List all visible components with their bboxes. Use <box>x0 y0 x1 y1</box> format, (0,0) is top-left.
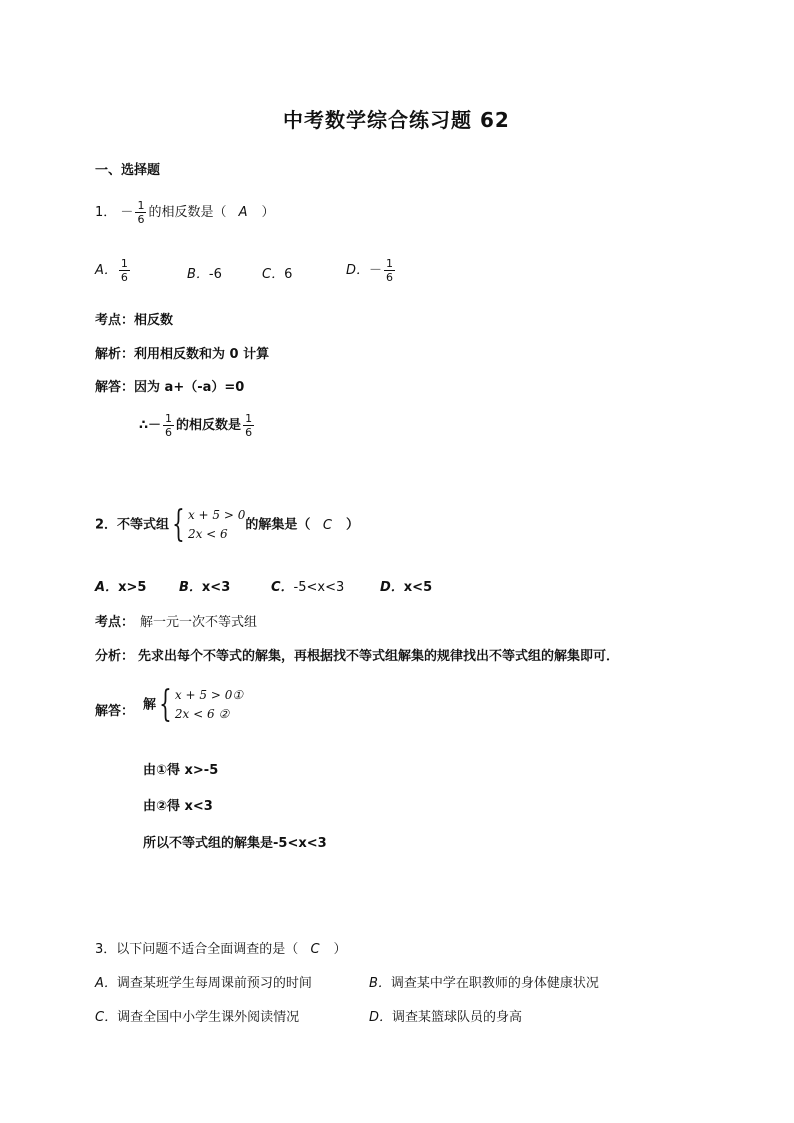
jieda-line: 解答：因为 a+（-a）=0 <box>95 380 245 395</box>
conclusion-line: ∴－ $\frac{1}{6}$ 的相反数是 $\frac{1}{6}$ <box>139 412 253 439</box>
jiexi-line: 解析：利用相反数和为 0 计算 <box>95 347 270 362</box>
question-3: 3．以下问题不适合全面调查的是（ C ） <box>95 942 347 957</box>
fraction: $\frac{1}{6}$ <box>137 199 145 226</box>
answer-letter: A <box>238 205 248 220</box>
question-2: 2．不等式组 { x + 5 > 0 2x < 6 的解集是（ C ） <box>95 504 360 545</box>
inequality-system: { x + 5 > 0① 2x < 6 ② <box>159 684 244 725</box>
question-stem: 的相反数是（ <box>148 205 227 220</box>
option-c: C．-5<x<3 <box>271 580 345 595</box>
option-d: D．x<5 <box>380 580 433 595</box>
kaodian-line: 考点：相反数 <box>95 313 174 328</box>
solution-step-1: 由①得 x>-5 <box>143 763 219 778</box>
answer-letter: C <box>322 517 332 533</box>
question-1: 1． － $\frac{1}{6}$ 的相反数是（ A ） <box>95 199 275 226</box>
fraction: $\frac{1}{6}$ <box>120 257 128 284</box>
kaodian-line: 考点： 解一元一次不等式组 <box>95 615 258 630</box>
solution-step-2: 由②得 x<3 <box>143 799 213 814</box>
option-d: D．－ $\frac{1}{6}$ <box>346 257 394 284</box>
fraction: $\frac{1}{6}$ <box>165 412 173 439</box>
fenxi-line: 分析： 先求出每个不等式的解集，再根据找不等式组解集的规律找出不等式组的解集即可． <box>95 649 620 664</box>
solution-system: 解 { x + 5 > 0① 2x < 6 ② <box>143 684 244 725</box>
section-heading: 一、选择题 <box>95 163 161 178</box>
option-b: B．x<3 <box>179 580 231 595</box>
option-a: A． $\frac{1}{6}$ <box>95 257 128 284</box>
option-b: B．调查某中学在职教师的身体健康状况 <box>369 976 599 991</box>
option-b: B．-6 <box>187 267 222 282</box>
option-c: C．6 <box>262 267 293 282</box>
inequality-system: { x + 5 > 0 2x < 6 <box>172 504 246 545</box>
option-a: A．x>5 <box>95 580 147 595</box>
answer-letter: C <box>310 942 320 957</box>
option-d: D．调查某篮球队员的身高 <box>369 1010 523 1025</box>
solution-step-3: 所以不等式组的解集是-5<x<3 <box>143 836 327 851</box>
fraction: $\frac{1}{6}$ <box>245 412 253 439</box>
question-number: 1． <box>95 205 117 220</box>
minus-sign: － <box>120 205 134 220</box>
page-title: 中考数学综合练习题 62 <box>283 108 510 132</box>
jieda-label: 解答： <box>95 704 135 719</box>
option-c: C．调查全国中小学生课外阅读情况 <box>95 1010 300 1025</box>
fraction: $\frac{1}{6}$ <box>386 257 394 284</box>
option-a: A．调查某班学生每周课前预习的时间 <box>95 976 312 991</box>
